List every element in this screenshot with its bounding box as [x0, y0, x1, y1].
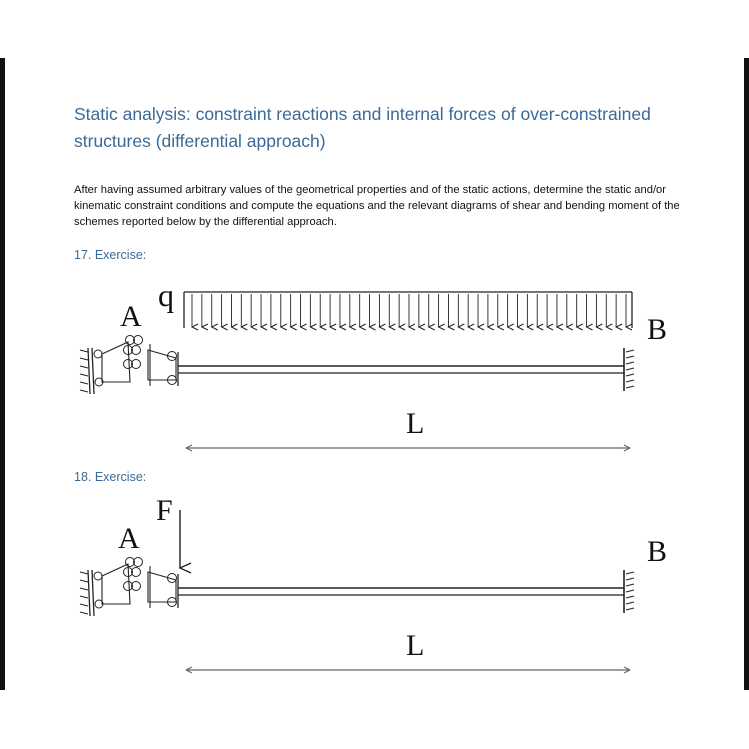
beam [178, 366, 624, 373]
force-f-label: F [156, 494, 173, 527]
exercise-17-diagram [0, 270, 749, 500]
exercise-17-label: 17. Exercise: [74, 248, 147, 262]
support-a-double-roller [80, 336, 178, 395]
beam [178, 588, 624, 595]
node-a-label: A [118, 522, 140, 555]
node-b-label: B [647, 535, 668, 568]
support-b-fixed [624, 348, 634, 391]
load-arrows [192, 294, 626, 327]
dimension-line [186, 667, 630, 673]
distributed-load [184, 292, 632, 328]
length-label: L [406, 407, 425, 440]
dimension-line [186, 445, 630, 451]
support-a-double-roller [80, 558, 178, 617]
load-q-label: q [158, 277, 174, 313]
node-b-label: B [647, 313, 668, 346]
length-label: L [406, 629, 425, 662]
document-title: Static analysis: constraint reactions and internal forces of over-constrained structures (differential approach) [74, 104, 651, 151]
exercise-18-diagram [0, 492, 749, 722]
support-b-fixed [624, 570, 634, 613]
intro-paragraph: After having assumed arbitrary values of the geometrical properties and of the static actions, determine the static and/or kinematic constraint conditions and compute the equations and the relevant diagrams of shear and bending moment of the schemes reported below by the differential approach. [74, 184, 680, 228]
exercise-18-label: 18. Exercise: [74, 470, 147, 484]
node-a-label: A [120, 300, 142, 333]
